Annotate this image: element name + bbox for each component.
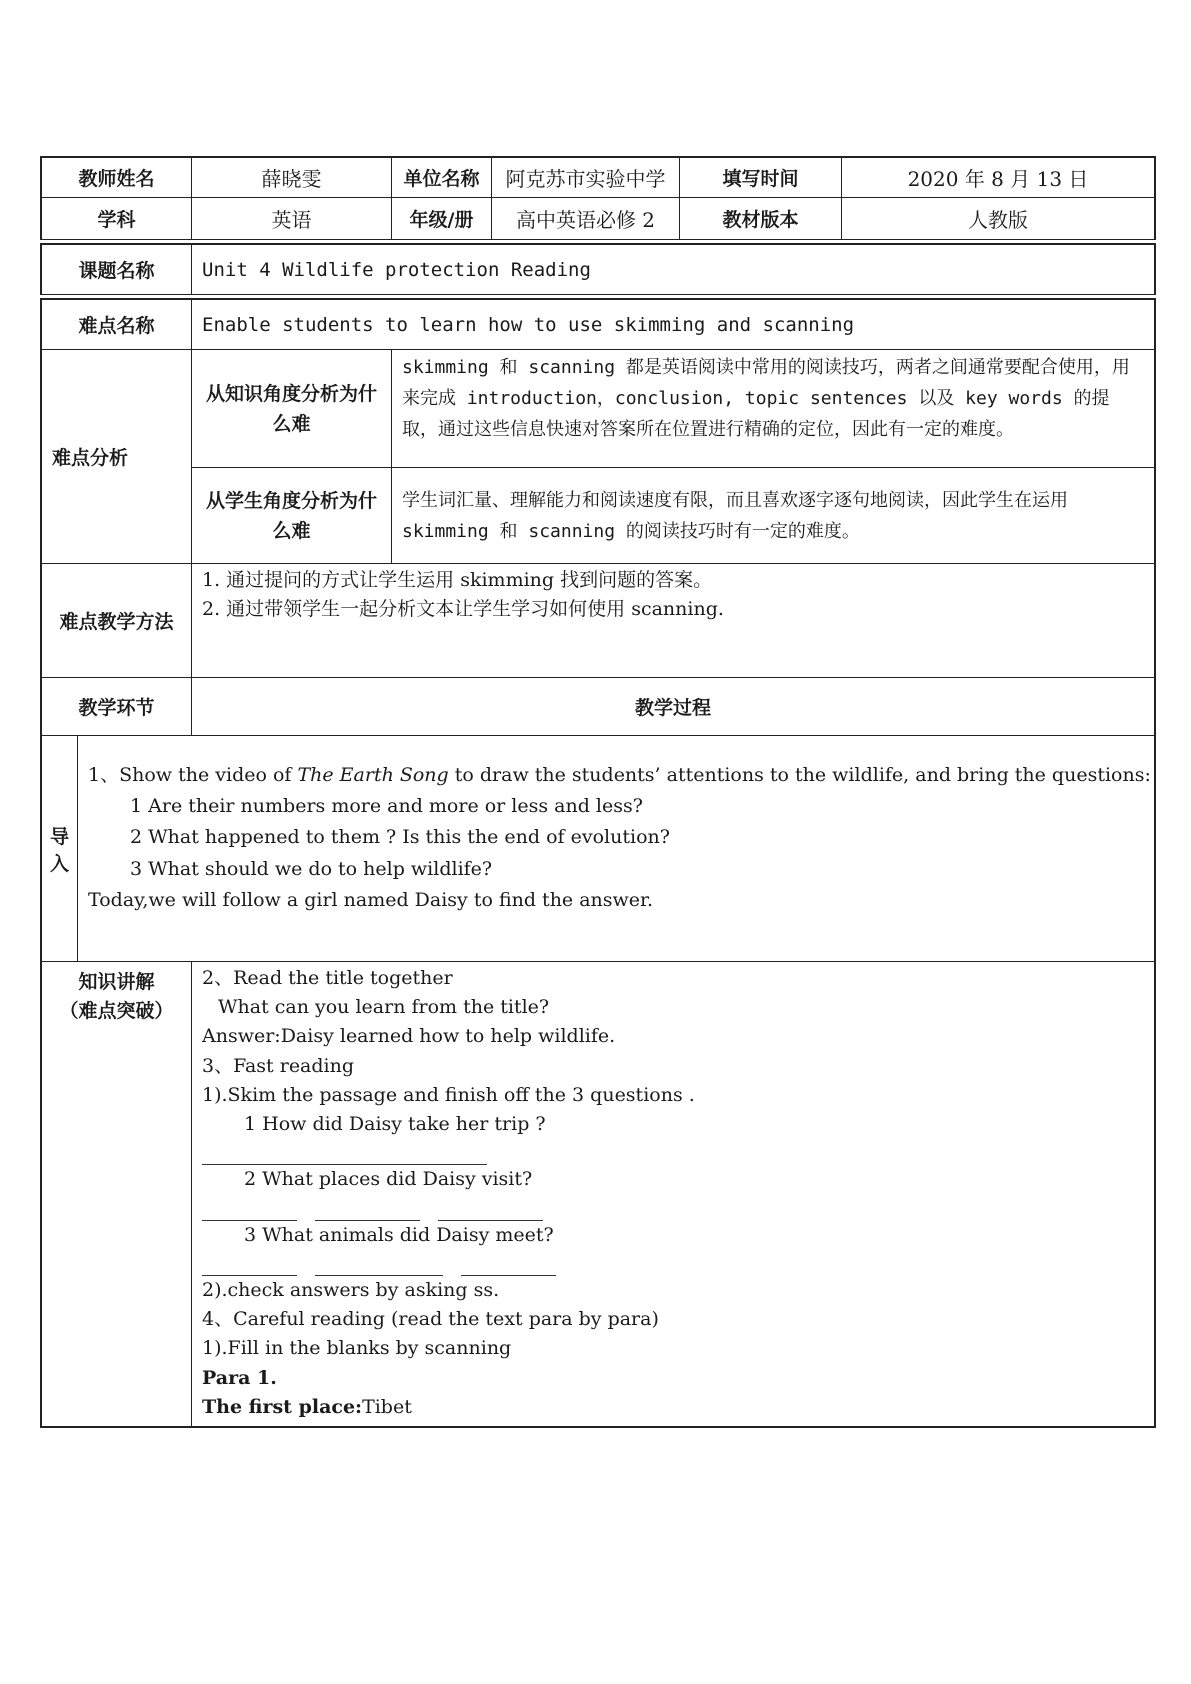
stage-header: 教学环节 — [42, 678, 192, 735]
topic-value: Unit 4 Wildlife protection Reading — [202, 258, 591, 281]
knowledge-row — [40, 962, 1156, 1428]
intro-question: 2 What happened to them ? Is this the end of evolution? — [130, 826, 670, 849]
intro-label: 导入 — [42, 736, 78, 961]
unit-label: 单位名称 — [392, 158, 492, 197]
header-row-1 — [40, 156, 1156, 198]
answer-blank[interactable] — [461, 1253, 556, 1276]
textbook-value: 人教版 — [968, 208, 1028, 232]
process-header-row — [40, 678, 1156, 736]
topic-label: 课题名称 — [42, 245, 192, 294]
knowledge-line: 1).Fill in the blanks by scanning — [202, 1337, 512, 1360]
answer-blank[interactable] — [202, 1142, 487, 1165]
analysis-block — [192, 350, 1154, 563]
methods-list — [192, 564, 1154, 677]
method-item: 1. 通过提问的方式让学生运用 skimming 找到问题的答案。 — [202, 569, 713, 591]
knowledge-line: Answer:Daisy learned how to help wildlife. — [202, 1025, 616, 1048]
knowledge-analysis — [192, 350, 1154, 468]
header-row-2 — [40, 198, 1156, 240]
answer-blank-row — [202, 1139, 505, 1165]
intro-question: 3 What should we do to help wildlife? — [130, 857, 493, 880]
song-title: The Earth Song — [297, 764, 449, 786]
analysis-label: 难点分析 — [42, 350, 192, 563]
teacher-label: 教师姓名 — [42, 158, 192, 197]
analysis-row — [40, 350, 1156, 564]
textbook-label: 教材版本 — [680, 198, 842, 239]
knowledge-line: 2、Read the title together — [202, 967, 453, 989]
intro-line-1: 1、Show the video of The Earth Song to draw the students’ attentions to the wildlife, and bring the questions: — [88, 764, 1151, 786]
process-header: 教学过程 — [634, 697, 711, 719]
topic-row — [40, 243, 1156, 295]
knowledge-line: 1).Skim the passage and finish off the 3 questions . — [202, 1083, 695, 1106]
answer-blank[interactable] — [315, 1198, 420, 1221]
knowledge-line: 2).check answers by asking ss. — [202, 1279, 500, 1301]
methods-label: 难点教学方法 — [42, 564, 192, 677]
knowledge-line: 4、Careful reading (read the text para by para) — [202, 1308, 659, 1331]
intro-row — [40, 736, 1156, 962]
knowledge-label: 知识讲解 （难点突破） — [42, 962, 192, 1426]
knowledge-content — [192, 962, 1154, 1426]
knowledge-line: What can you learn from the title? — [218, 996, 550, 1019]
date-value: 2020 年 8 月 13 日 — [907, 167, 1089, 191]
date-label: 填写时间 — [680, 158, 842, 197]
intro-question: 1 Are their numbers more and more or less and less? — [130, 795, 643, 818]
lesson-plan-table — [40, 156, 1156, 1428]
subject-value: 英语 — [192, 198, 392, 239]
fast-reading-question: 1 How did Daisy take her trip ? — [244, 1113, 546, 1136]
difficulty-row — [40, 298, 1156, 350]
intro-content — [78, 736, 1161, 961]
fast-reading-question: 2 What places did Daisy visit? — [244, 1168, 533, 1191]
difficulty-value: Enable students to learn how to use skimming and scanning — [202, 313, 855, 336]
intro-closing: Today,we will follow a girl named Daisy to find the answer. — [88, 888, 654, 911]
student-question: 从学生角度分析为什么难 — [192, 468, 392, 563]
teacher-value: 薛晓雯 — [192, 158, 392, 197]
answer-blank[interactable] — [315, 1253, 443, 1276]
answer-blank[interactable] — [438, 1198, 543, 1221]
method-item: 2. 通过带领学生一起分析文本让学生学习如何使用 scanning. — [202, 598, 724, 620]
student-answer: 学生词汇量、理解能力和阅读速度有限，而且喜欢逐字逐句地阅读，因此学生在运用 skimming 和 scanning 的阅读技巧时有一定的难度。 — [402, 489, 1068, 542]
first-place-value: Tibet — [362, 1395, 412, 1418]
subject-label: 学科 — [42, 198, 192, 239]
student-analysis — [192, 468, 1154, 563]
grade-value: 高中英语必修 2 — [492, 198, 680, 239]
first-place-label: The first place: — [202, 1395, 363, 1418]
knowledge-answer: skimming 和 scanning 都是英语阅读中常用的阅读技巧，两者之间通常要配合使用，用来完成 introduction，conclusion, topic sentences 以及 key words 的提取，通过这些信息快速对答案所在位置进行精确的定位，因此有一定的难度。 — [402, 357, 1130, 440]
para-heading: Para 1. — [202, 1366, 277, 1389]
grade-label: 年级/册 — [392, 198, 492, 239]
knowledge-line: 3、Fast reading — [202, 1054, 355, 1077]
first-place-line — [202, 1393, 412, 1422]
difficulty-label: 难点名称 — [42, 300, 192, 349]
unit-value: 阿克苏市实验中学 — [492, 158, 680, 197]
methods-row — [40, 564, 1156, 678]
answer-blank-row — [202, 1250, 574, 1276]
answer-blank-row — [202, 1195, 561, 1221]
fast-reading-question: 3 What animals did Daisy meet? — [244, 1223, 554, 1246]
answer-blank[interactable] — [202, 1253, 297, 1276]
answer-blank[interactable] — [202, 1198, 297, 1221]
knowledge-question: 从知识角度分析为什么难 — [192, 350, 392, 467]
